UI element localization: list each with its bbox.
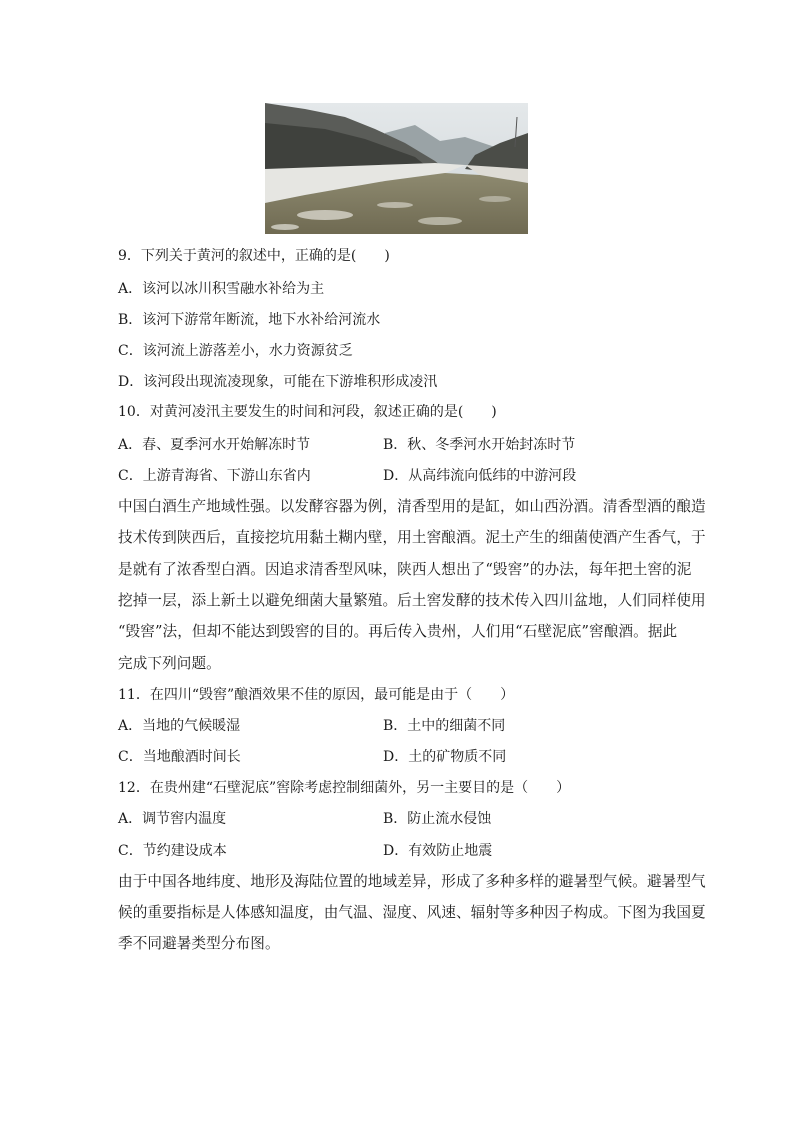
q11-option-b: B．土中的细菌不同 bbox=[383, 718, 506, 734]
yellow-river-ice-photo bbox=[265, 103, 528, 234]
passage-1-line-2: 技术传到陕西后，直接挖坑用黏土糊内壁，用土窖酿酒。泥土产生的细菌使酒产生香气，于 bbox=[118, 529, 706, 546]
question-12-stem: 12．在贵州建“石壁泥底”窖除考虑控制细菌外，另一主要目的是（ ） bbox=[118, 780, 571, 796]
q12-option-a: A．调节窖内温度 bbox=[118, 811, 227, 827]
q10-option-d: D．从高纬流向低纬的中游河段 bbox=[383, 468, 577, 484]
q9-option-b: B．该河下游常年断流，地下水补给河流水 bbox=[118, 312, 381, 328]
q11-option-a: A．当地的气候暖湿 bbox=[118, 718, 241, 734]
passage-1-line-3: 是就有了浓香型白酒。因追求清香型风味，陕西人想出了“毁窖”的办法，每年把土窖的泥 bbox=[118, 561, 692, 578]
river-photo-illustration bbox=[265, 103, 528, 234]
q10-option-b: B．秋、冬季河水开始封冻时节 bbox=[383, 437, 576, 453]
passage-2-line-3: 季不同避暑类型分布图。 bbox=[118, 935, 280, 952]
passage-1-line-1: 中国白酒生产地域性强。以发酵容器为例，清香型用的是缸，如山西汾酒。清香型酒的酿造 bbox=[118, 498, 706, 515]
q12-option-b: B．防止流水侵蚀 bbox=[383, 811, 492, 827]
q9-option-c: C．该河流上游落差小，水力资源贫乏 bbox=[118, 343, 353, 359]
passage-1-line-4: 挖掉一层，添上新土以避免细菌大量繁殖。后土窖发酵的技术传入四川盆地，人们同样使用 bbox=[118, 592, 706, 609]
passage-2-line-2: 候的重要指标是人体感知温度，由气温、湿度、风速、辐射等多种因子构成。下图为我国夏 bbox=[118, 904, 706, 921]
q9-option-d: D．该河段出现流凌现象，可能在下游堆积形成凌汛 bbox=[118, 374, 438, 390]
question-9-stem: 9．下列关于黄河的叙述中，正确的是( ) bbox=[118, 248, 390, 264]
question-10-stem: 10．对黄河凌汛主要发生的时间和河段，叙述正确的是( ) bbox=[118, 404, 497, 420]
q9-option-a: A．该河以冰川积雪融水补给为主 bbox=[118, 281, 325, 297]
q10-option-c: C．上游青海省、下游山东省内 bbox=[118, 468, 311, 484]
passage-1-line-5: “毁窖”法，但却不能达到毁窖的目的。再后传入贵州，人们用“石壁泥底”窖酿酒。据此 bbox=[118, 623, 678, 640]
passage-1-line-6: 完成下列问题。 bbox=[118, 655, 221, 672]
q11-option-c: C．当地酿酒时间长 bbox=[118, 749, 241, 765]
q12-option-c: C．节约建设成本 bbox=[118, 843, 227, 859]
q12-option-d: D．有效防止地震 bbox=[383, 843, 493, 859]
passage-2-line-1: 由于中国各地纬度、地形及海陆位置的地域差异，形成了多种多样的避暑型气候。避暑型气 bbox=[118, 873, 706, 890]
question-11-stem: 11．在四川“毁窖”酿酒效果不佳的原因，最可能是由于（ ） bbox=[118, 687, 515, 703]
q10-option-a: A．春、夏季河水开始解冻时节 bbox=[118, 437, 311, 453]
q11-option-d: D．土的矿物质不同 bbox=[383, 749, 507, 765]
